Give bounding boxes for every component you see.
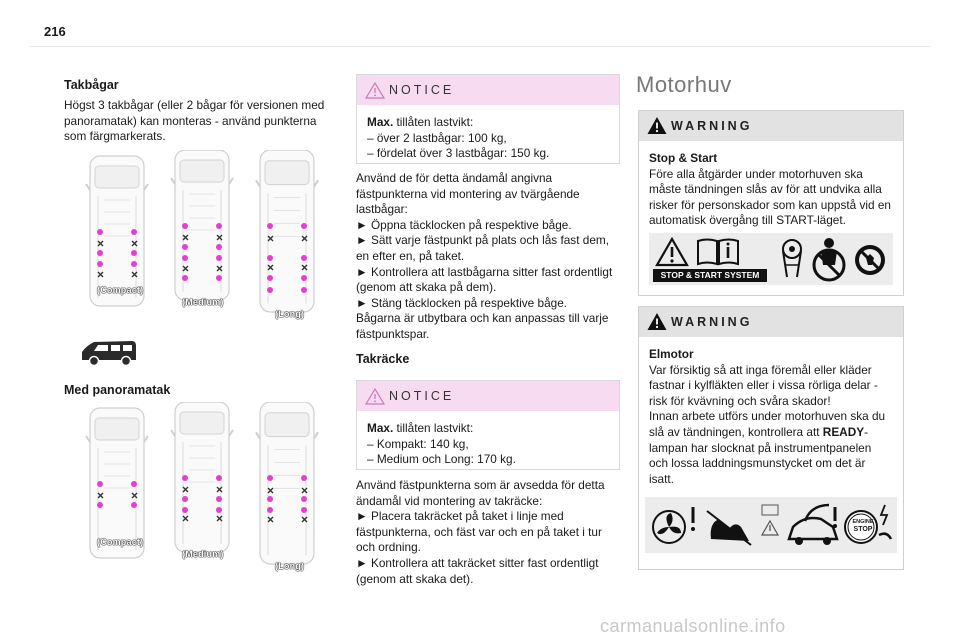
label-compact-panorama: (Compact) bbox=[97, 537, 144, 547]
notice-box-roof-rack bbox=[356, 380, 620, 470]
label-long: (Long) bbox=[275, 309, 305, 319]
notice-line2: – Kompakt: 140 kg, bbox=[367, 436, 469, 451]
warning-triangle-icon bbox=[647, 312, 667, 331]
notice-triangle-icon bbox=[365, 387, 385, 405]
instruction-intro: Använd de för detta ändamål angivna fästpunkterna vid montering av tvärgående lastbågar: bbox=[356, 171, 580, 217]
hood-open-danger-icon bbox=[785, 501, 841, 549]
warning-text-elmotor-3: -lampan har slocknat på instrumentpanelen och lossa laddningsmunstycket om det är isatt. bbox=[649, 424, 872, 486]
rack-step-1: ► Placera takräcket på taket i linje med fästpunkterna, och fäst var och en på taket i tur och ordning. bbox=[356, 509, 602, 555]
instruction-step-3: ► Kontrollera att lastbågarna sitter fast ordentligt (genom att skaka på dem). bbox=[356, 264, 613, 295]
warning-text-elmotor-2: Innan arbete utförs under motorhuven ska du slå av tändningen, kontrollera att bbox=[649, 409, 886, 439]
notice-label: NOTICE bbox=[389, 389, 455, 403]
warning-text-stop-start: Före alla åtgärder under motorhuven ska måste tändningen slås av för att undvika alla risker för personskador som kan uppstå vid en automatisk övergång till START-läget. bbox=[649, 166, 891, 228]
no-tie-fan-icon bbox=[853, 243, 889, 277]
engine-stop-label bbox=[849, 519, 877, 534]
manual-book-icon bbox=[695, 237, 741, 267]
manual-warning-icon bbox=[759, 501, 781, 547]
notice-triangle-icon bbox=[365, 81, 385, 99]
warning-label: WARNING bbox=[671, 119, 753, 133]
warning-box-elmotor bbox=[638, 306, 904, 570]
engine-label: ENGINE bbox=[852, 519, 874, 525]
notice-line1: tillåten lastvikt: bbox=[393, 115, 474, 129]
label-medium: (Medium) bbox=[182, 297, 224, 307]
notice-line1: tillåten lastvikt: bbox=[393, 421, 474, 435]
label-medium-panorama: (Medium) bbox=[182, 549, 224, 559]
page-number: 216 bbox=[44, 24, 66, 39]
instruction-step-1: ► Öppna täcklocken på respektive båge. bbox=[356, 217, 572, 232]
warning-subject-elmotor: Elmotor bbox=[649, 347, 694, 361]
notice-line3: – Medium och Long: 170 kg. bbox=[367, 452, 516, 467]
fan-belt-icon bbox=[777, 237, 807, 281]
rack-step-2: ► Kontrollera att takräcket sitter fast ordentligt (genom att skaka det). bbox=[356, 555, 599, 586]
van-side-icon bbox=[80, 338, 138, 366]
no-tie-hands-icon bbox=[705, 503, 755, 547]
warning-subject-stop-start: Stop & Start bbox=[649, 151, 718, 165]
stop-start-pictograms bbox=[649, 233, 893, 285]
notice-label: NOTICE bbox=[389, 83, 455, 97]
notice-max-bold: Max. bbox=[367, 421, 394, 435]
section-title-takracke: Takräcke bbox=[356, 352, 410, 366]
notice-max-bold: Max. bbox=[367, 115, 394, 129]
rack-intro: Använd fästpunkterna som är avsedda för detta ändamål vid montering av takräcke: bbox=[356, 478, 605, 508]
instruction-note: Bågarna är utbytbara och kan anpassas till varje fästpunktspar. bbox=[356, 311, 609, 341]
no-person-icon bbox=[809, 235, 849, 283]
warning-label: WARNING bbox=[671, 315, 753, 329]
notice-line3: – fördelat över 3 lastbågar: 150 kg. bbox=[367, 146, 550, 161]
roof-rack-instructions bbox=[356, 478, 624, 587]
section-title-panorama: Med panoramatak bbox=[64, 383, 171, 397]
warning-triangle-icon bbox=[647, 116, 667, 135]
section-title-takbagar: Takbågar bbox=[64, 78, 119, 92]
ready-label: READY bbox=[822, 424, 865, 439]
elmotor-pictograms bbox=[645, 497, 897, 553]
footer-watermark: carmanualsonline.info bbox=[600, 616, 786, 636]
roof-bars-instructions bbox=[356, 171, 624, 343]
section-title-motorhuv: Motorhuv bbox=[636, 72, 732, 97]
takbagar-text: Högst 3 takbågar (eller 2 bågar för versionen med panoramatak) kan monteras - använd punkterna som färgmarkerats. bbox=[64, 98, 325, 144]
warning-text-elmotor-1: Var försiktig så att inga föremål eller kläder fastnar i kylfläkten eller i vissa rörliga delar - risk för kvävning och svåra skador! bbox=[649, 362, 878, 408]
notice-box-roof-bars bbox=[356, 74, 620, 164]
stop-label: STOP bbox=[853, 526, 873, 533]
label-compact: (Compact) bbox=[97, 285, 144, 295]
stop-start-badge: STOP & START SYSTEM bbox=[653, 269, 767, 282]
warning-box-stop-start bbox=[638, 110, 904, 296]
instruction-step-4: ► Stäng täcklocken på respektive båge. bbox=[356, 295, 568, 310]
instruction-step-2: ► Sätt varje fästpunkt på plats och lås fast dem, en efter en, på taket. bbox=[356, 233, 609, 263]
fan-danger-icon bbox=[649, 503, 699, 547]
warning-triangle-icon bbox=[655, 237, 689, 267]
notice-line2: – över 2 lastbågar: 100 kg, bbox=[367, 130, 507, 145]
header-divider bbox=[30, 46, 930, 47]
label-long-panorama: (Long) bbox=[275, 561, 305, 571]
